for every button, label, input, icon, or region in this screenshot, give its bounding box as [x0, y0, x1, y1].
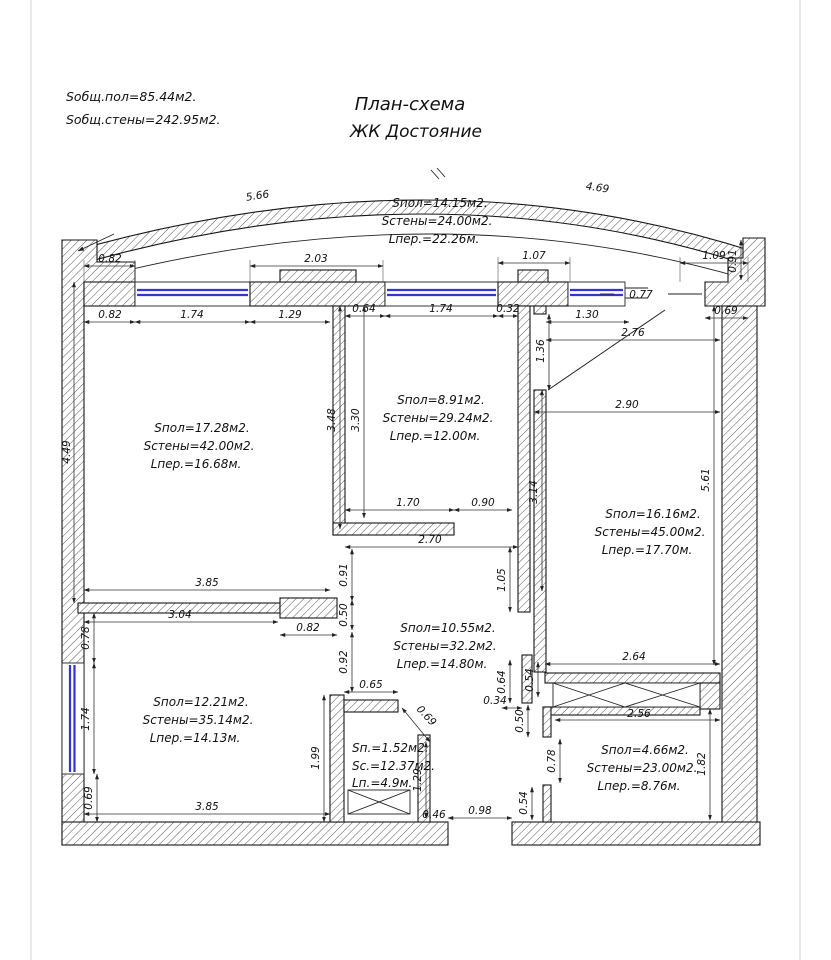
dim-label: 2.70 [418, 534, 442, 546]
dim-label: 1.74 [180, 309, 204, 321]
room-label: Sс.=12.37м2. [352, 759, 435, 773]
partition-left-mid-block [280, 598, 337, 618]
room-label: Lпер.=14.13м. [149, 731, 241, 745]
room-label: Sстены=45.00м2. [594, 525, 706, 539]
dim-label: 0.69 [83, 786, 95, 810]
dim-label: 1.09 [702, 250, 726, 262]
arc-mid-tick [431, 170, 439, 179]
room-label: Sпол=14.15м2. [392, 196, 488, 210]
dim-label: 0.82 [98, 309, 122, 321]
bathroom-wall-left [330, 695, 344, 822]
stub-wall-054 [543, 785, 551, 822]
dim-label: 0.69 [714, 305, 738, 317]
room-label: Sпол=16.16м2. [605, 507, 701, 521]
dim-label: 2.56 [627, 708, 651, 720]
dim-label: 0.65 [359, 679, 383, 691]
dim-label: 0.50 [514, 709, 526, 733]
top-wall-parapet [518, 270, 548, 282]
dim-label: 0.78 [80, 626, 92, 650]
dim-label: 0.64 [496, 670, 508, 694]
room-label: Sпол=12.21м2. [153, 695, 249, 709]
dim-label: 1.29 [278, 309, 302, 321]
dim-label: 4.69 [585, 180, 610, 196]
room-label: Lпер.=16.68м. [150, 457, 242, 471]
dim-label: 0.92 [338, 650, 350, 674]
room-label: Sстены=29.24м2. [382, 411, 494, 425]
dim-label: 3.85 [195, 577, 219, 589]
dim-label: 0.98 [468, 805, 492, 817]
dim-label: 1.36 [535, 339, 547, 363]
room-label: Lпер.=8.76м. [597, 779, 681, 793]
room-label: Sпол=8.91м2. [397, 393, 485, 407]
vent-shaft [553, 683, 700, 707]
dim-label: 2.64 [622, 651, 646, 663]
dim-label: 0.78 [546, 749, 558, 773]
bottom-wall-left [62, 822, 448, 845]
dim-label: 3.14 [528, 480, 540, 504]
dim-label: 1.74 [429, 303, 453, 315]
dim-label: 0.69 [413, 703, 439, 729]
room-label: Sпол=17.28м2. [154, 421, 250, 435]
dim-label: 0.91 [338, 563, 350, 587]
room-label: Sстены=23.00м2. [586, 761, 698, 775]
room-label: Lп.=4.9м. [352, 776, 413, 790]
dim-label: 0.54 [518, 791, 530, 815]
bottom-wall-right [512, 822, 760, 845]
room-label: Sстены=42.00м2. [143, 439, 255, 453]
arc-mid-tick [437, 168, 445, 177]
room-label: Lпер.=12.00м. [389, 429, 481, 443]
dim-label: 0.91 [727, 249, 739, 273]
right-outer-wall [722, 306, 757, 845]
partition-center-right [518, 306, 530, 612]
room-label: Sпол=4.66м2. [601, 743, 689, 757]
dim-label: 1.70 [396, 497, 420, 509]
top-wall-seg [84, 282, 135, 306]
room-label: Lпер.=14.80м. [396, 657, 488, 671]
dim-label: 3.48 [326, 408, 338, 432]
partition-right-room-stub [534, 306, 546, 314]
dim-label: 2.76 [621, 327, 645, 339]
dim-label: 0.90 [471, 497, 495, 509]
dim-label: 0.77 [629, 289, 653, 301]
room-label: Sпол=10.55м2. [400, 621, 496, 635]
complex-name: ЖК Достояние [350, 122, 482, 142]
partition-right-room [534, 390, 546, 672]
dim-label: 3.30 [350, 408, 362, 432]
vent-band-bottom [545, 707, 700, 715]
dim-label: 0.64 [352, 303, 376, 315]
dim-label: 4.49 [61, 440, 73, 464]
dim-label: 1.07 [522, 250, 546, 262]
dim-label: 0.32 [496, 303, 520, 315]
dim-label: 0.34 [483, 695, 507, 707]
dim-label: 3.04 [168, 609, 192, 621]
dim-label: 0.82 [296, 622, 320, 634]
total-floor-area: Sобщ.пол=85.44м2. [66, 89, 197, 104]
dim-label: 0.46 [422, 809, 446, 821]
dim-label: 3.85 [195, 801, 219, 813]
dim-label: 2.90 [615, 399, 639, 411]
dim-label: 0.54 [524, 668, 536, 692]
dim-label: 5.66 [245, 188, 271, 204]
room-label: Sстены=32.2м2. [393, 639, 497, 653]
dim-label: 0.82 [98, 253, 122, 265]
dim-label: 2.03 [304, 253, 328, 265]
dim-label: 1.74 [80, 707, 92, 731]
room-label: Sстены=35.14м2. [142, 713, 254, 727]
dim-label: 5.61 [700, 468, 712, 492]
dim-label: 1.30 [575, 309, 599, 321]
bathroom-vent-shaft [348, 790, 410, 814]
bathroom-wall-top [344, 700, 398, 712]
room-label: Lпер.=17.70м. [601, 543, 693, 557]
dim-label: 1.05 [496, 568, 508, 592]
top-wall-parapet [280, 270, 356, 282]
dim-label: 1.29 [412, 768, 424, 792]
room-label: Sстены=24.00м2. [381, 214, 493, 228]
room-label: Lпер.=22.26м. [388, 232, 480, 246]
dim-label: 1.82 [696, 752, 708, 776]
room-label: Sп.=1.52м2. [352, 741, 429, 755]
plan-title: План-схема [354, 94, 466, 115]
stub-wall-050 [543, 707, 551, 737]
vent-block-right [700, 683, 720, 709]
dim-label: 0.50 [338, 603, 350, 627]
total-wall-area: Sобщ.стены=242.95м2. [66, 112, 221, 127]
vent-band-top [545, 673, 720, 683]
dim-label: 1.99 [310, 746, 322, 770]
